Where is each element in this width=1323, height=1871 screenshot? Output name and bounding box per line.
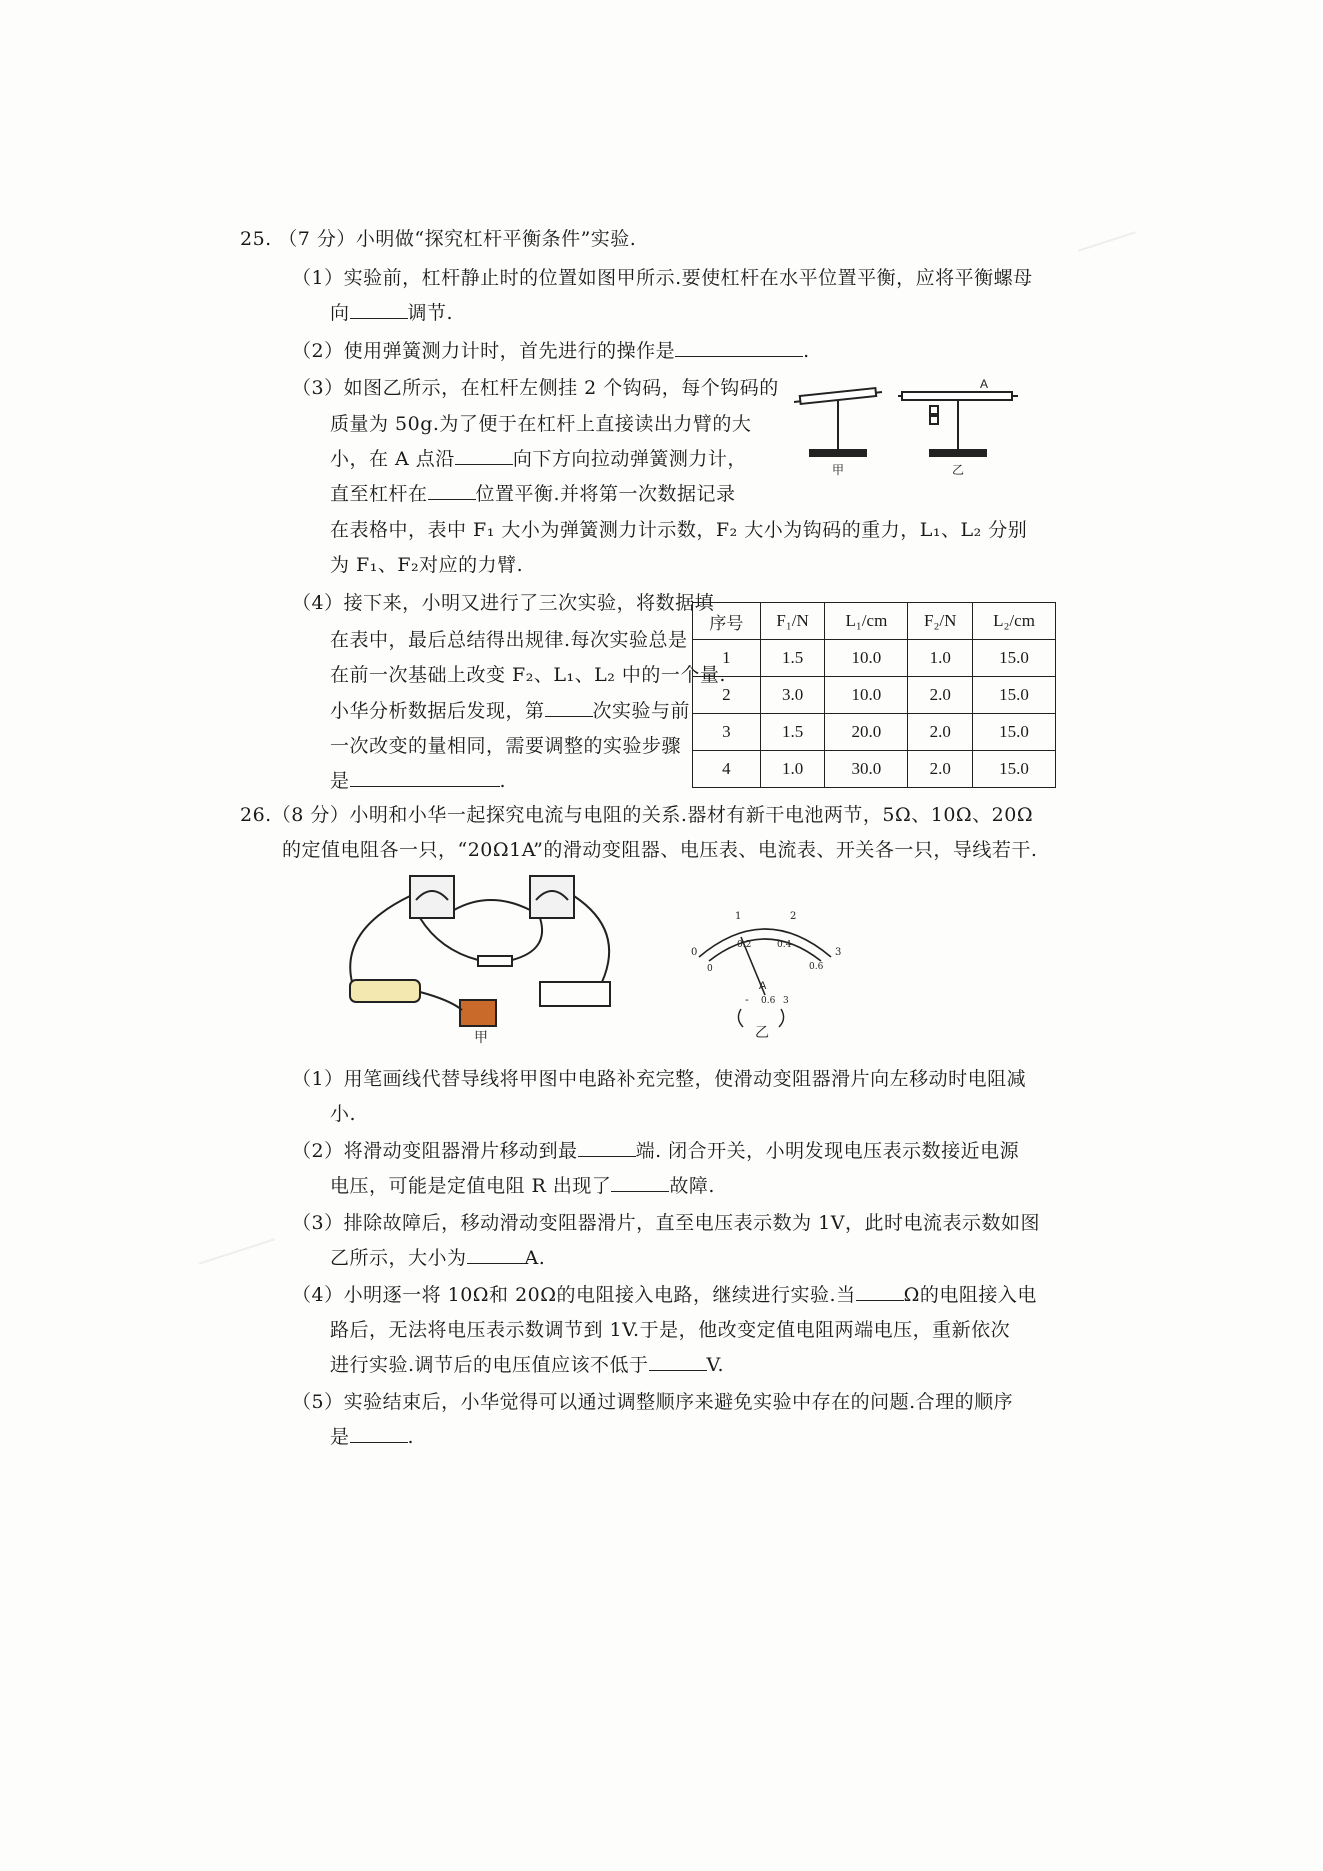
table-cell: 10.0 [825,640,908,677]
answer-blank[interactable] [578,1138,636,1157]
fixed-resistor [478,956,512,966]
answer-blank[interactable] [350,300,408,319]
q26-part4-line1 [292,1282,1037,1308]
q25-part4-line3: 在前一次基础上改变 F₂、L₁、L₂ 中的一个量. [330,664,726,686]
text: 调节. [407,302,454,324]
ammeter [530,876,574,918]
top-scale-label: 0 [691,947,698,958]
text: 小，在 A 点沿 [330,448,455,470]
q25-part3-line6: 为 F₁、F₂对应的力臂. [330,554,524,576]
q25-part4-line2: 在表中，最后总结得出规律.每次实验总是 [330,629,688,651]
table-header-cell: F₂/N [908,603,973,640]
q26-part5-line2 [330,1424,414,1450]
table-header-row [693,603,1056,640]
text: V. [706,1354,724,1376]
table-cell: 1 [693,640,761,677]
wire [779,1009,784,1027]
text: . [803,340,810,362]
q26-part2-line2 [330,1173,715,1199]
q26-heading-line2: 的定值电阻各一只，“20Ω1A”的滑动变阻器、电压表、电流表、开关各一只，导线若干. [282,839,1038,861]
ammeter-unit-label: A [759,980,767,992]
q25-part4-line6 [330,768,506,794]
fig-label-jia: 甲 [832,463,845,477]
text: A. [524,1247,546,1269]
table-cell: 30.0 [825,751,908,788]
q25-part1-line1: （1）实验前，杠杆静止时的位置如图甲所示.要使杠杆在水平位置平衡，应将平衡螺母 [292,267,1033,289]
answer-blank[interactable] [675,338,803,357]
answer-blank[interactable] [350,1424,408,1443]
table-header-cell: 序号 [693,603,761,640]
table-cell: 4 [693,751,761,788]
data-table [692,602,1056,788]
wire [738,1009,743,1027]
lever-fig-yi [898,392,1018,456]
text: （2）将滑动变阻器滑片移动到最 [292,1140,578,1162]
answer-blank[interactable] [467,1245,525,1264]
voltmeter [410,876,454,918]
dial-arc [699,929,831,957]
q26-part1-line1: （1）用笔画线代替导线将甲图中电路补充完整，使滑动变阻器滑片向左移动时电阻减 [292,1068,1027,1090]
circuit-figure [340,870,640,1045]
dial-arc-inner [709,939,821,961]
table-cell: 15.0 [973,640,1056,677]
table-cell: 2.0 [908,677,973,714]
q25-part3-line2: 质量为 50g.为了便于在杠杆上直接读出力臂的大 [330,413,752,435]
lever-fig-jia [794,388,882,456]
text: 故障. [669,1175,715,1197]
q26-part3-line1: （3）排除故障后，移动滑动变阻器滑片，直至电压表示数为 1V，此时电流表示数如图 [292,1212,1040,1234]
q25-part2 [292,338,810,364]
top-scale-label: 2 [790,911,797,922]
answer-blank[interactable] [350,768,500,787]
text: 是 [330,1426,350,1448]
table-cell: 10.0 [825,677,908,714]
table-cell: 15.0 [973,751,1056,788]
table-cell: 1.0 [908,640,973,677]
table-cell: 2.0 [908,714,973,751]
watermark [1078,231,1142,270]
q25-part3-line5: 在表格中，表中 F₁ 大小为弹簧测力计示数，F₂ 大小为钩码的重力，L₁、L₂ 分别 [330,519,1028,541]
table-cell: 3.0 [760,677,825,714]
text: 乙所示，大小为 [330,1247,467,1269]
terminal-label: - [745,993,749,1006]
table-cell: 2.0 [908,751,973,788]
q26-part3-line2 [330,1245,545,1271]
table-header-cell: F₁/N [760,603,825,640]
terminal-label: 0.6 [761,996,776,1006]
table-cell: 20.0 [825,714,908,751]
wire [420,918,478,960]
table-row [693,714,1056,751]
switch [460,1000,496,1026]
q26-part4-line2: 路后，无法将电压表示数调节到 1V.于是，他改变定值电阻两端电压，重新依次 [330,1319,1011,1341]
text: 位置平衡.并将第一次数据记录 [475,483,736,505]
table-row [693,640,1056,677]
q26-heading: 26.（8 分）小明和小华一起探究电流与电阻的关系.器材有新干电池两节，5Ω、10Ω、20Ω [240,804,1034,826]
text: 向下方向拉动弹簧测力计， [512,448,747,470]
answer-blank[interactable] [649,1352,707,1371]
table-header-cell: L₂/cm [973,603,1056,640]
terminal-label: 3 [783,996,789,1006]
q25-part4-line4 [330,698,690,724]
top-scale-label: 3 [835,947,842,958]
table-cell: 1.5 [760,640,825,677]
table-cell: 15.0 [973,714,1056,751]
bottom-scale-label: 0.6 [809,962,824,972]
text: . [499,770,507,792]
q25-part3-line1: （3）如图乙所示，在杠杆左侧挂 2 个钩码，每个钩码的 [292,377,779,399]
bottom-scale-label: 0 [707,964,713,974]
text: 次实验与前 [592,700,691,722]
lever-figures [790,378,1040,478]
wire [350,896,410,982]
wire [512,918,542,960]
table-cell: 1.5 [760,714,825,751]
table-row [693,751,1056,788]
text: Ω的电阻接入电 [903,1284,1037,1306]
fig-label-yi: 乙 [952,463,965,477]
text: 小华分析数据后发现，第 [330,700,545,722]
q25-part3-line3 [330,446,747,472]
table-cell: 2 [693,677,761,714]
sliding-rheostat [540,982,610,1006]
answer-blank[interactable] [856,1282,904,1301]
q25-part4-line1: （4）接下来，小明又进行了三次实验，将数据填 [292,592,715,614]
table-cell: 3 [693,714,761,751]
wire [454,900,530,910]
table-cell: 1.0 [760,751,825,788]
table-row [693,677,1056,714]
text: （2）使用弹簧测力计时，首先进行的操作是 [292,340,676,362]
table-cell: 15.0 [973,677,1056,714]
text: . [407,1426,415,1448]
text: 端. 闭合开关，小明发现电压表示数接近电源 [635,1140,1020,1162]
table-header-cell: L₁/cm [825,603,908,640]
battery [350,980,420,1002]
text: （4）小明逐一将 10Ω和 20Ω的电阻接入电路，继续进行实验.当 [292,1284,856,1306]
answer-blank[interactable] [455,446,513,465]
ammeter-dial-figure [685,905,845,1040]
top-scale-label: 1 [735,911,742,922]
q25-part3-line4 [330,481,736,507]
q26-part5-line1: （5）实验结束后，小华觉得可以通过调整顺序来避免实验中存在的问题.合理的顺序 [292,1391,1014,1413]
wire [574,896,609,982]
q26-part2-line1 [292,1138,1019,1164]
watermark [199,1238,282,1284]
q25-heading: 25. （7 分）小明做“探究杠杆平衡条件”实验. [240,228,637,250]
text: 进行实验.调节后的电压值应该不低于 [330,1354,649,1376]
answer-blank[interactable] [428,481,476,500]
answer-blank[interactable] [611,1173,669,1192]
q25-part1-line2 [330,300,453,326]
bottom-scale-label: 0.4 [777,940,792,950]
fig-label-yi: 乙 [755,1025,769,1040]
text: 向 [330,302,350,324]
q25-part4-line5: 一次改变的量相同，需要调整的实验步骤 [330,735,682,757]
fig-label-jia: 甲 [474,1030,488,1045]
point-a-label: A [980,378,989,391]
text: 电压，可能是定值电阻 R 出现了 [330,1175,612,1197]
wire [420,992,462,1010]
q26-part4-line3 [330,1352,724,1378]
text: 直至杠杆在 [330,483,428,505]
q26-part1-line2: 小. [330,1103,357,1125]
bottom-scale-label: 0.2 [737,940,752,950]
answer-blank[interactable] [545,698,593,717]
text: 是 [330,770,350,792]
